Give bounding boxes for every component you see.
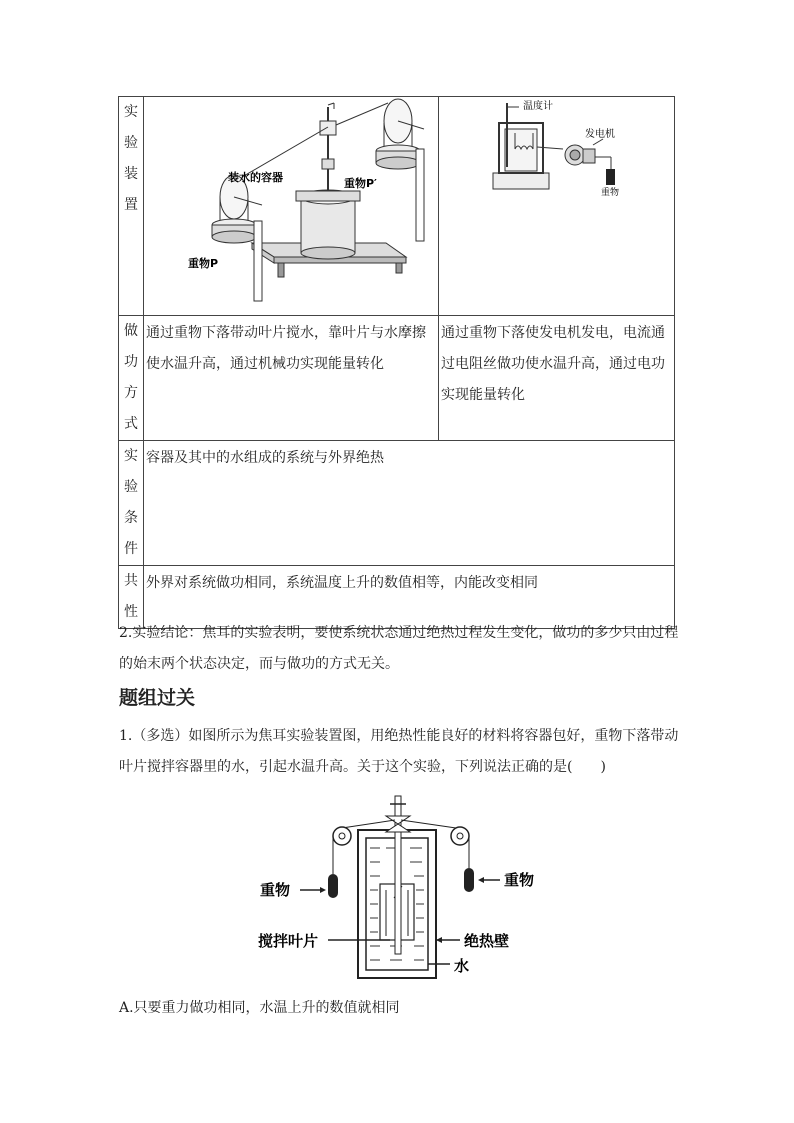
experiment-table: [118, 96, 675, 629]
header-char: 做: [124, 323, 138, 339]
condition-text: 容器及其中的水组成的系统与外界绝热: [146, 450, 384, 466]
joule-electric-apparatus-figure: [439, 97, 673, 303]
label-weight: 重物: [601, 188, 620, 198]
joule-apparatus-question-figure: [250, 790, 550, 990]
header-char: 共: [124, 573, 138, 589]
joule-mechanical-apparatus-figure: [144, 97, 438, 303]
header-char: 验: [124, 479, 138, 495]
label-blades: 搅拌叶片: [258, 932, 319, 950]
label-weight-p: 重物P: [188, 257, 219, 270]
method-electric-cell: [439, 316, 675, 441]
figure-electric-cell: [439, 97, 675, 316]
header-char: 置: [124, 197, 138, 213]
header-char: 实: [124, 104, 138, 120]
method-electric-text: 通过重物下落使发电机发电，电流通过电阻丝做功使水温升高，通过电功实现能量转化: [441, 325, 665, 403]
label-container: 装水的容器: [228, 171, 283, 184]
header-char: 方: [124, 385, 138, 401]
label-water: 水: [454, 957, 470, 975]
header-condition: [119, 441, 144, 566]
method-mechanical-text: 通过重物下落带动叶片搅水，靠叶片与水摩擦使水温升高，通过机械功实现能量转化: [146, 325, 426, 372]
label-weight-left: 重物: [260, 881, 291, 899]
row-condition: [119, 441, 675, 566]
row-device: [119, 97, 675, 316]
header-method: [119, 316, 144, 441]
header-char: 验: [124, 135, 138, 151]
header-char: 装: [124, 166, 138, 182]
header-char: 式: [124, 416, 138, 432]
header-char: 条: [124, 510, 138, 526]
row-method: [119, 316, 675, 441]
header-char: 实: [124, 448, 138, 464]
label-weight-p-prime: 重物P′: [344, 177, 377, 190]
header-char: 功: [124, 354, 138, 370]
header-char: 性: [124, 604, 138, 620]
figure-mechanical-cell: [144, 97, 439, 316]
label-wall: 绝热壁: [464, 932, 510, 950]
label-weight-right: 重物: [504, 871, 535, 889]
method-mechanical-cell: [144, 316, 439, 441]
condition-cell: [144, 441, 675, 566]
option-a-text: A.只要重力做功相同，水温上升的数值就相同: [119, 1000, 400, 1016]
question-1-text: 1.（多选）如图所示为焦耳实验装置图，用绝热性能良好的材料将容器包好，重物下落带动叶片搅拌容器里的水，引起水温升高。关于这个实验，下列说法正确的是( ): [119, 728, 679, 775]
header-device: [119, 97, 144, 316]
label-thermometer: 温度计: [523, 101, 553, 112]
section-title: 题组过关: [119, 687, 196, 709]
conclusion-paragraph: 2.实验结论：焦耳的实验表明，要使系统状态通过绝热过程发生变化，做功的多少只由过程的始末两个状态决定，而与做功的方式无关。: [119, 625, 679, 672]
label-generator: 发电机: [585, 129, 615, 140]
common-text: 外界对系统做功相同，系统温度上升的数值相等，内能改变相同: [146, 575, 538, 591]
header-char: 件: [124, 541, 138, 557]
